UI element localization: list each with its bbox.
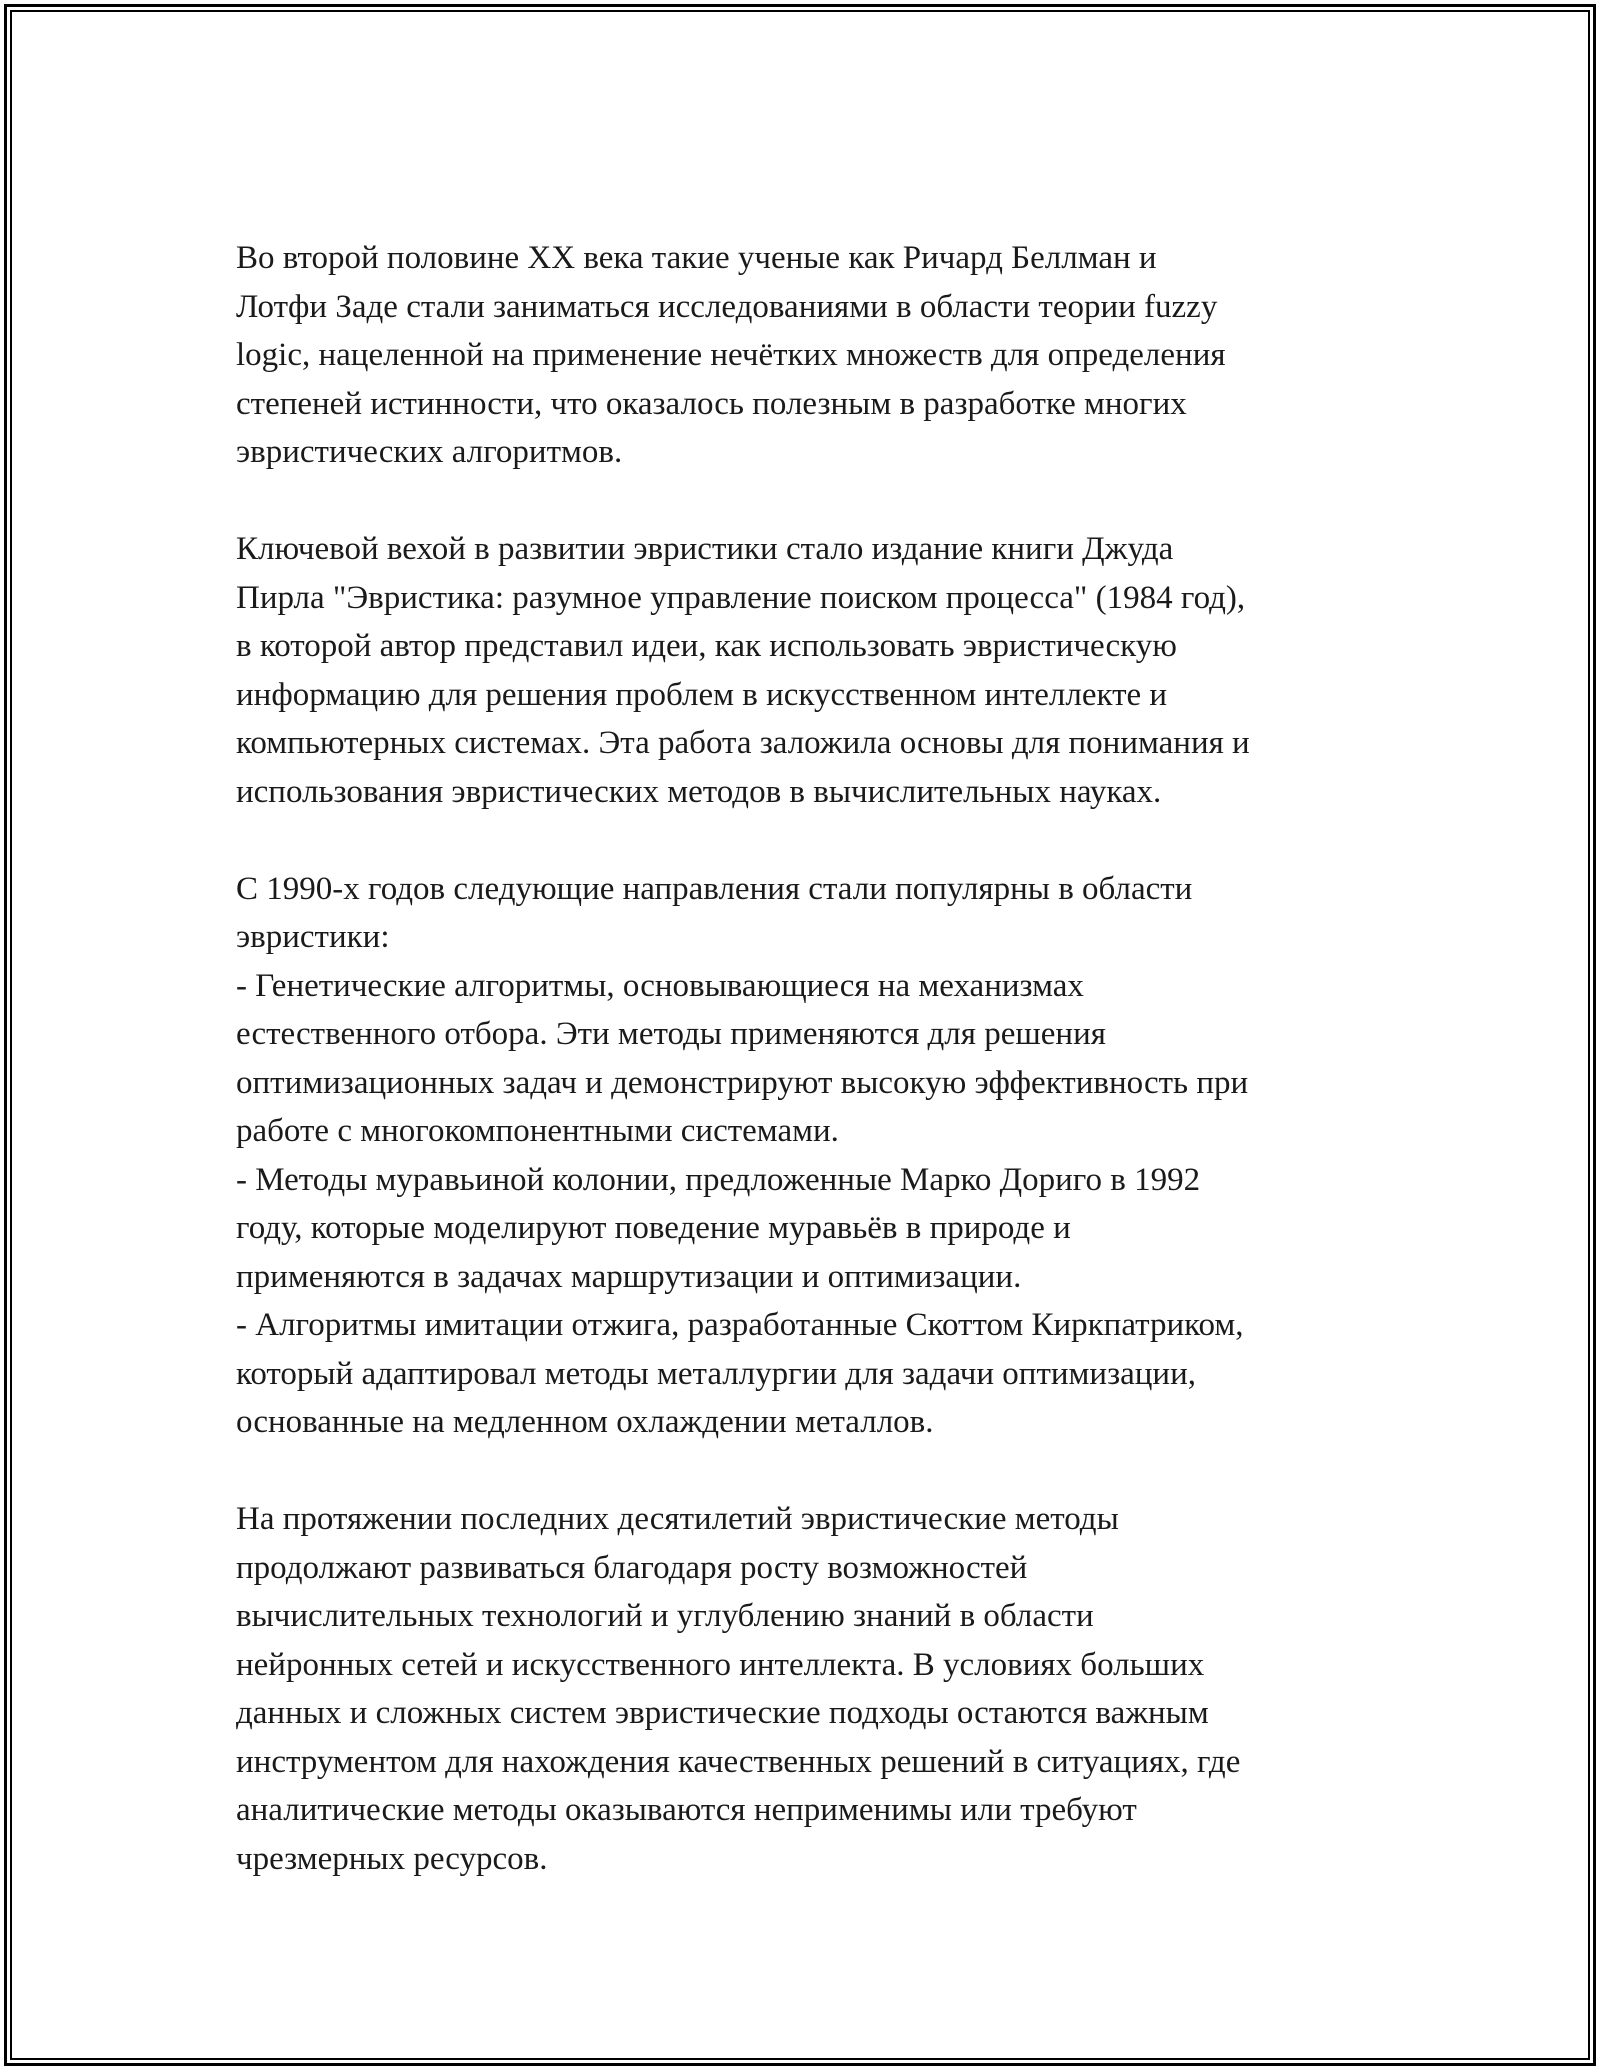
paragraph-recent-decades bbox=[236, 1495, 1386, 1883]
text-line: основанные на медленном охлаждении металлов. bbox=[236, 1404, 934, 1440]
text-line: эвристики: bbox=[236, 919, 390, 955]
text-line: применяются в задачах маршрутизации и оптимизации. bbox=[236, 1258, 1022, 1295]
text-line: продолжают развиваться благодаря росту возможностей bbox=[236, 1549, 1028, 1586]
paragraph-fuzzy-logic bbox=[236, 234, 1386, 477]
text-line: степеней истинности, что оказалось полезным в разработке многих bbox=[236, 385, 1187, 422]
text-line: Пирла "Эвристика: разумное управление поиском процесса" (1984 год), bbox=[236, 579, 1246, 616]
document-body bbox=[236, 234, 1386, 1883]
text-line: вычислительных технологий и углублению знаний в области bbox=[236, 1598, 1094, 1634]
text-line: информацию для решения проблем в искусственном интеллекте и bbox=[236, 676, 1168, 713]
text-line: году, которые моделируют поведение муравьёв в природе и bbox=[236, 1210, 1071, 1246]
text-line: работе с многокомпонентными системами. bbox=[236, 1113, 839, 1149]
text-line: в которой автор представил идеи, как использовать эвристическую bbox=[236, 628, 1177, 664]
text-line: инструментом для нахождения качественных решений в ситуациях, где bbox=[236, 1743, 1241, 1780]
text-line: эвристических алгоритмов. bbox=[236, 434, 623, 470]
text-line: компьютерных системах. Эта работа заложила основы для понимания и bbox=[236, 725, 1250, 761]
text-line: данных и сложных систем эвристические подходы остаются важным bbox=[236, 1695, 1209, 1731]
text-line: чрезмерных ресурсов. bbox=[236, 1840, 548, 1877]
text-line: естественного отбора. Эти методы применяются для решения bbox=[236, 1016, 1106, 1052]
text-line: который адаптировал методы металлургии для задачи оптимизации, bbox=[236, 1355, 1196, 1392]
text-line: С 1990-х годов следующие направления стали популярны в области bbox=[236, 870, 1193, 907]
text-line: нейронных сетей и искусственного интеллекта. В условиях больших bbox=[236, 1646, 1205, 1683]
text-line: logic, нацеленной на применение нечётких множеств для определения bbox=[236, 337, 1226, 373]
text-line: Ключевой вехой в развитии эвристики стало издание книги Джуда bbox=[236, 531, 1174, 567]
text-line: На протяжении последних десятилетий эвристические методы bbox=[236, 1501, 1119, 1537]
list-item-simulated-annealing: - Алгоритмы имитации отжига, разработанные Скоттом Киркпатриком, bbox=[236, 1307, 1244, 1343]
paragraph-1990s-directions bbox=[236, 865, 1386, 1447]
text-line: аналитические методы оказываются неприменимы или требуют bbox=[236, 1792, 1137, 1828]
text-line: оптимизационных задач и демонстрируют высокую эффективность при bbox=[236, 1064, 1249, 1101]
list-item-genetic-algorithms: - Генетические алгоритмы, основывающиеся на механизмах bbox=[236, 967, 1084, 1004]
text-line: использования эвристических методов в вычислительных науках. bbox=[236, 773, 1162, 810]
paragraph-pearl-book bbox=[236, 525, 1386, 816]
text-line: Во второй половине XX века такие ученые как Ричард Беллман и bbox=[236, 240, 1157, 276]
text-line: Лотфи Заде стали заниматься исследованиями в области теории fuzzy bbox=[236, 288, 1218, 325]
list-item-ant-colony: - Методы муравьиной колонии, предложенные Марко Дориго в 1992 bbox=[236, 1161, 1201, 1198]
